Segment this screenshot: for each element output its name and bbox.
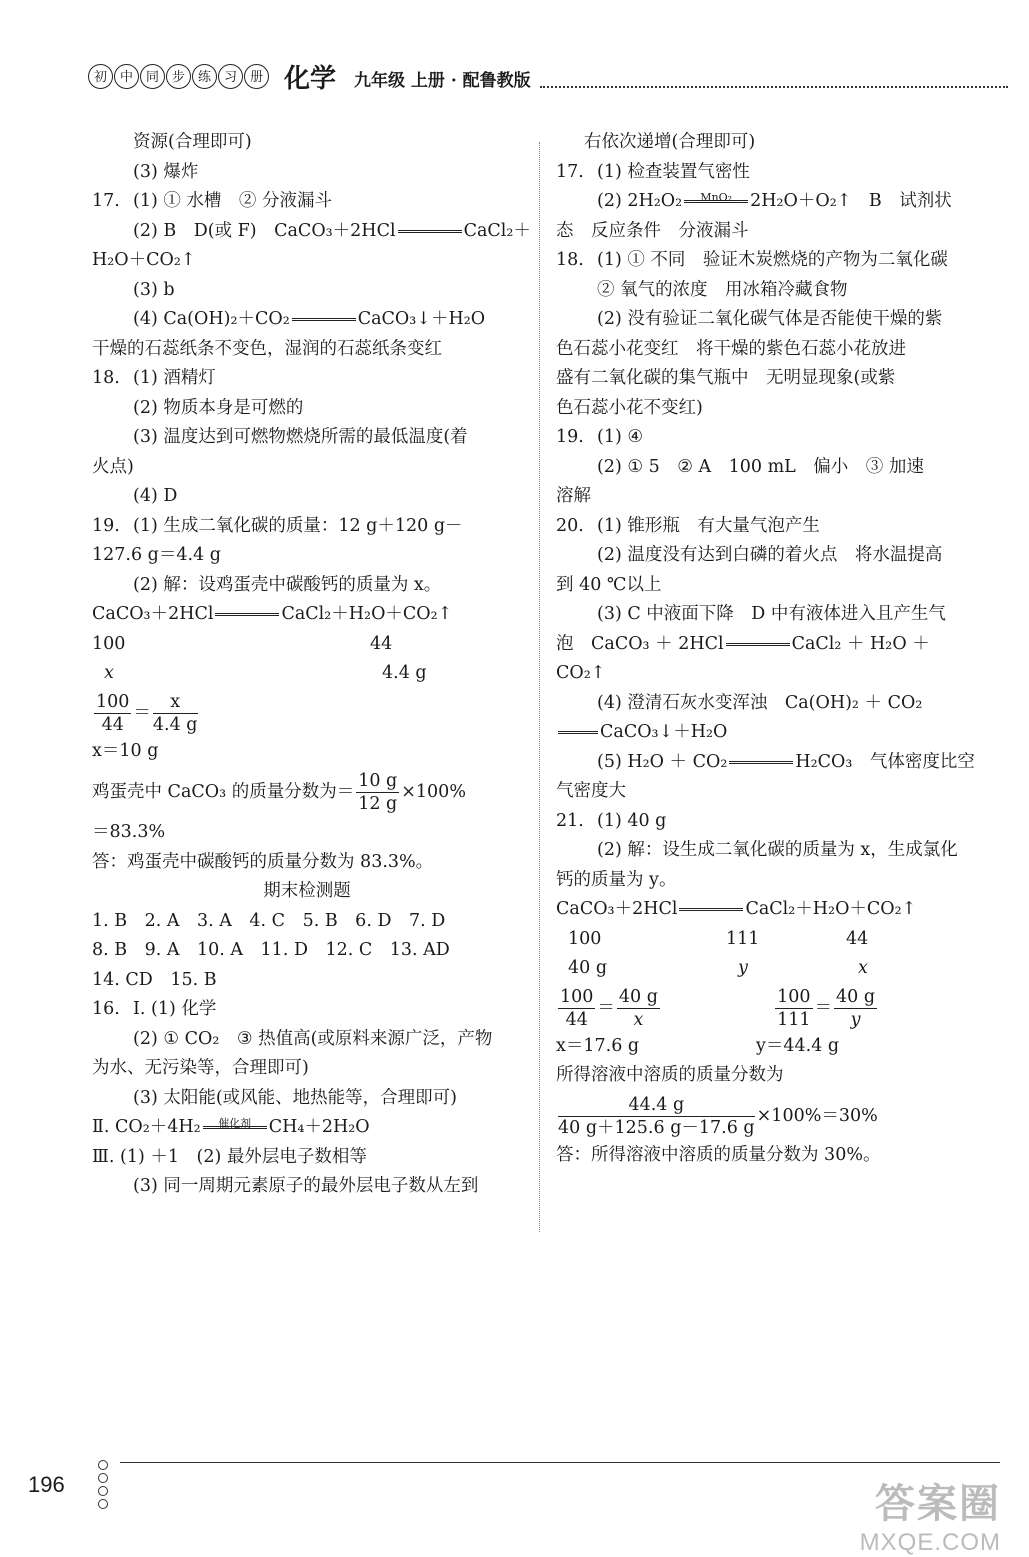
text-line: 钙的质量为 y。 xyxy=(556,869,677,890)
series-char: 中 xyxy=(114,64,139,89)
series-char: 步 xyxy=(166,64,191,89)
section-title: 期末检测题 xyxy=(263,881,351,901)
text-line: 答：所得溶液中溶质的质量分数为 30%。 xyxy=(556,1144,881,1165)
equation-line: CaCO₃＋2HCl CaCl₂＋H₂O＋CO₂↑ xyxy=(556,899,917,919)
text-line: (2) 温度没有达到白磷的着火点 将水温提高 xyxy=(597,545,943,565)
equation-line: (5) H₂O ＋ CO₂ H₂CO₃ 气体密度比空 xyxy=(597,751,975,772)
text-line: 答：鸡蛋壳中碳酸钙的质量分数为 83.3%。 xyxy=(92,851,434,872)
page-number: 196 xyxy=(28,1472,65,1497)
fraction: $\frac{100}{111}$ xyxy=(777,986,811,1030)
column-divider xyxy=(539,142,540,1232)
text-line: (3) 温度达到可燃物燃烧所需的最低温度(着 xyxy=(133,427,468,447)
equals-sign xyxy=(679,908,743,911)
text-line: ② 氧气的浓度 用冰箱冷藏食物 xyxy=(597,279,848,300)
text-line: (2) ① 5 ② A 100 mL 偏小 ③ 加速 xyxy=(597,456,924,477)
text-line: CO₂↑ xyxy=(556,663,606,683)
text-line: 气密度大 xyxy=(556,781,626,801)
text-line: 到 40 ℃以上 xyxy=(556,574,662,595)
equation-line: Ⅱ. CO₂＋4H₂ 催化剂 CH₄＋2H₂O xyxy=(92,1117,370,1137)
equals-sign xyxy=(398,230,462,233)
text-line: 火点) xyxy=(92,456,134,477)
fraction: $\frac{40 g}{y}$ xyxy=(836,986,876,1030)
text-line: 盛有二氧化碳的集气瓶中 无明显现象(或紫 xyxy=(556,368,896,388)
text-line: (2) ① CO₂ ③ 热值高(或原料来源广泛，产物 xyxy=(133,1028,493,1049)
fraction: $\frac{10 g}{12 g}$ xyxy=(358,771,398,814)
catalyst-equals-sign: MnO₂ xyxy=(684,200,748,203)
series-char: 同 xyxy=(140,64,165,89)
series-char: 练 xyxy=(192,64,217,89)
text-line: 127.6 g＝4.4 g xyxy=(92,545,221,565)
ratio-row: x 4.4 g xyxy=(104,663,427,683)
ratio-row: 100 44 xyxy=(92,633,393,654)
equals-sign xyxy=(215,613,279,616)
question-18: 18. (1) ① 不同 验证木炭燃烧的产物为二氧化碳 xyxy=(556,250,948,270)
equals-sign xyxy=(726,643,790,646)
percent-line: $\frac{44.4 g}{40 g+125.6 g-17.6 g}$ ×100%＝30% xyxy=(558,1094,878,1138)
text-line: 干燥的石蕊纸条不变色，湿润的石蕊纸条变红 xyxy=(92,338,442,359)
text-line: 所得溶液中溶质的质量分数为 xyxy=(556,1065,784,1085)
text-line: (2) 没有验证二氧化碳气体是否能使干燥的紫 xyxy=(597,309,943,329)
question-17: 17. (1) ① 水槽 ② 分液漏斗 xyxy=(92,191,332,211)
answer-line: 8. B 9. A 10. A 11. D 12. C 13. AD xyxy=(92,940,450,960)
fraction: $\frac{x}{4.4 g}$ xyxy=(152,691,198,735)
text-line: (3) 太阳能(或风能、地热能等，合理即可) xyxy=(133,1087,458,1108)
text-line: 资源(合理即可) xyxy=(133,132,252,152)
text-line: 色石蕊小花变红 将干燥的紫色石蕊小花放进 xyxy=(556,338,906,359)
text-line: 为水、无污染等，合理即可) xyxy=(92,1058,309,1078)
series-badge xyxy=(88,64,270,89)
fraction: $\frac{100}{44}$ xyxy=(96,691,130,735)
series-char: 初 xyxy=(88,64,113,89)
text-line: x＝10 g xyxy=(92,740,159,761)
text-line: (2) 解：设生成二氧化碳的质量为 x，生成氯化 xyxy=(597,840,958,860)
fraction: $\frac{100}{44}$ xyxy=(560,986,594,1030)
question-17: 17. (1) 检查装置气密性 xyxy=(556,161,750,182)
answer-line: 14. CD 15. B xyxy=(92,969,217,990)
text-line: ＝83.3% xyxy=(92,822,166,842)
text-line: (2) 物质本身是可燃的 xyxy=(133,397,304,418)
equals-sign xyxy=(292,318,356,321)
answer-line: 1. B 2. A 3. A 4. C 5. B 6. D 7. D xyxy=(92,910,446,931)
footer-ring-marks xyxy=(98,1460,108,1512)
equals-sign xyxy=(558,731,598,734)
proportion-line: $\frac{100}{44}$ ＝ $\frac{x}{4.4 g}$ xyxy=(96,691,198,735)
subject-title: 化学 xyxy=(284,64,337,94)
ratio-row: 40 g y x xyxy=(568,958,868,978)
page-header xyxy=(88,62,1008,98)
text-line: 态 反应条件 分液漏斗 xyxy=(556,220,749,241)
watermark-text: 答案圈 xyxy=(875,1482,1001,1526)
text-line: (4) Ca(OH)₂＋CO₂ CaCO₃↓＋H₂O xyxy=(133,309,486,329)
question-21: 21. (1) 40 g xyxy=(556,810,667,831)
header-dotted-rule xyxy=(540,86,1008,88)
result-row: x＝17.6 g y＝44.4 g xyxy=(556,1035,840,1056)
text-line: (4) 澄清石灰水变浑浊 Ca(OH)₂ ＋ CO₂ xyxy=(597,692,923,713)
text-line: 色石蕊小花不变红) xyxy=(556,397,703,418)
text-line: (3) 爆炸 xyxy=(133,161,199,182)
text-line: (2) 解：设鸡蛋壳中碳酸钙的质量为 x。 xyxy=(133,574,442,595)
text-line: 右依次递增(合理即可) xyxy=(584,132,756,152)
grade-label: 九年级 上册 · 配鲁教版 xyxy=(354,71,531,91)
proportion-line: $\frac{100}{44}$ ＝ $\frac{40 g}{x}$ $\frac{100}{111}$ ＝ $\frac{40 g}{y}$ xyxy=(560,986,876,1030)
left-column xyxy=(92,128,531,1202)
series-char: 册 xyxy=(244,64,269,89)
text-line: H₂O＋CO₂↑ xyxy=(92,250,196,270)
watermark xyxy=(860,1472,1001,1557)
footer-rule xyxy=(120,1462,1000,1463)
text-line: 溶解 xyxy=(556,486,591,506)
series-char: 习 xyxy=(218,64,243,89)
text-line: Ⅲ. (1) ＋1 (2) 最外层电子数相等 xyxy=(92,1146,367,1167)
ratio-row: 100 111 44 xyxy=(568,928,869,949)
watermark-url: MXQE.COM xyxy=(859,1529,1001,1556)
question-20: 20. (1) 锥形瓶 有大量气泡产生 xyxy=(556,515,820,536)
equals-sign xyxy=(729,761,793,764)
text-line: (3) 同一周期元素原子的最外层电子数从左到 xyxy=(133,1176,479,1196)
equation-line: CaCO₃↓＋H₂O xyxy=(556,718,976,748)
question-19: 19. (1) 生成二氧化碳的质量：12 g＋120 g－ xyxy=(92,515,463,536)
fraction: $\frac{44.4 g}{40 g+125.6 g-17.6 g}$ xyxy=(558,1094,755,1138)
equation-line: 泡 CaCO₃ ＋ 2HCl CaCl₂ ＋ H₂O ＋ xyxy=(556,633,930,654)
equation-line: CaCO₃＋2HCl CaCl₂＋H₂O＋CO₂↑ xyxy=(92,604,453,624)
catalyst-equals-sign: 催化剂 xyxy=(203,1126,267,1129)
text-line: (3) C 中液面下降 D 中有液体进入且产生气 xyxy=(597,604,946,624)
fraction: $\frac{40 g}{x}$ xyxy=(618,986,658,1030)
right-column xyxy=(556,128,976,1170)
text-line: (4) D xyxy=(133,486,178,506)
question-16: 16. Ⅰ. (1) 化学 xyxy=(92,999,217,1019)
question-19: 19. (1) ④ xyxy=(556,427,644,447)
text-line: (2) B D(或 F) CaCO₃＋2HCl CaCl₂＋ xyxy=(133,220,531,241)
text-line: (3) b xyxy=(133,279,175,300)
question-18: 18. (1) 酒精灯 xyxy=(92,368,216,388)
equation-line: (2) 2H₂O₂ MnO₂ 2H₂O＋O₂↑ B 试剂状 xyxy=(597,191,952,211)
percent-line: 鸡蛋壳中 CaCO₃ 的质量分数为＝ $\frac{10 g}{12 g}$ ×100% xyxy=(92,771,466,814)
